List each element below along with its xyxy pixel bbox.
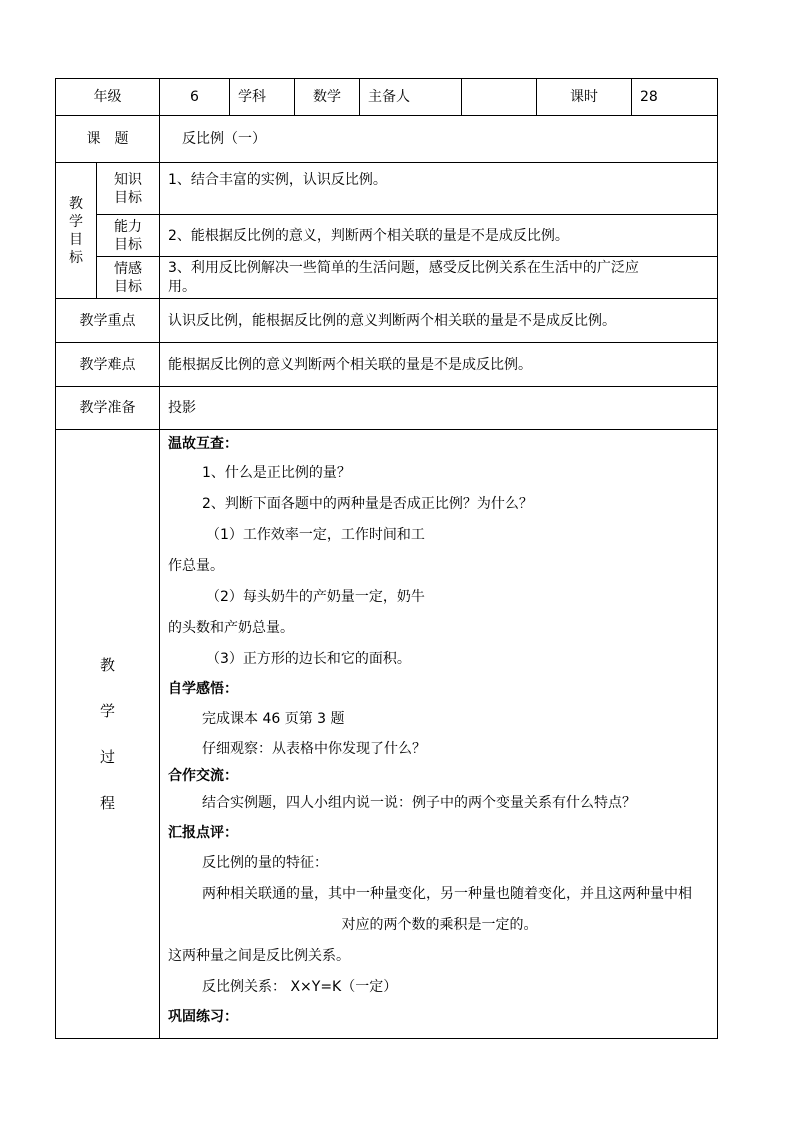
- goal-row-ability: [56, 215, 718, 257]
- process-line: 结合实例题，四人小组内说一说：例子中的两个变量关系有什么特点？: [202, 795, 636, 811]
- preparation-label: 教学准备: [56, 387, 160, 430]
- process-label-char: 教: [99, 656, 115, 674]
- lesson-value: 28: [632, 79, 718, 116]
- process-label-char: 过: [99, 748, 115, 766]
- difficulty-text: 能根据反比例的意义判断两个相关联的量是不是成反比例。: [160, 343, 718, 387]
- key-point-label: 教学重点: [56, 299, 160, 343]
- subject-value: 数学: [295, 79, 360, 116]
- process-line: 这两种量之间是反比例关系。: [168, 948, 350, 964]
- goal-text-line: 用。: [168, 278, 196, 295]
- process-line: 反比例关系： X×Y=K（一定）: [202, 979, 398, 995]
- process-line: 1、什么是正比例的量？: [202, 465, 351, 481]
- goal-text-emotion: [160, 257, 718, 299]
- difficulty-row: [56, 343, 718, 387]
- section-heading-self-study: 自学感悟：: [168, 681, 238, 697]
- process-line: 完成课本 46 页第 3 题: [202, 711, 345, 727]
- process-line: 对应的两个数的乘积是一定的。: [341, 917, 538, 933]
- section-heading-cooperate: 合作交流：: [168, 768, 238, 784]
- grade-label: 年级: [56, 79, 160, 116]
- preparation-row: [56, 387, 718, 430]
- goal-text-line: 3、利用反比例解决一些简单的生活问题，感受反比例关系在生活中的广泛应: [168, 259, 639, 276]
- section-heading-review: 温故互查：: [168, 436, 238, 452]
- goal-label-line: 目标: [114, 278, 142, 295]
- goals-label-char: 学: [69, 213, 83, 230]
- preparer-value: [462, 79, 537, 116]
- goal-label-line: 知识: [114, 171, 142, 188]
- process-line: 反比例的量的特征：: [202, 855, 328, 871]
- grade-value: 6: [160, 79, 230, 116]
- process-line: （3）正方形的边长和它的面积。: [206, 651, 411, 667]
- process-row: [56, 430, 718, 1039]
- topic-value: 反比例（一）: [160, 116, 718, 163]
- goals-label: [56, 163, 97, 299]
- goal-row-knowledge: [56, 163, 718, 215]
- process-label: [56, 430, 160, 1039]
- goal-label-knowledge: [97, 163, 160, 215]
- section-heading-practice: 巩固练习：: [168, 1009, 238, 1025]
- process-label-char: 程: [99, 794, 115, 812]
- process-line: 仔细观察：从表格中你发现了什么？: [202, 741, 426, 757]
- process-line: 作总量。: [168, 558, 224, 574]
- goal-label-line: 情感: [114, 260, 142, 277]
- goals-label-char: 教: [69, 195, 83, 212]
- subject-label: 学科: [230, 79, 295, 116]
- process-line: （2）每头奶牛的产奶量一定，奶牛: [206, 589, 425, 605]
- process-line: （1）工作效率一定，工作时间和工: [206, 527, 425, 543]
- goals-label-char: 标: [69, 249, 83, 266]
- goal-text-knowledge: 1、结合丰富的实例，认识反比例。: [160, 163, 718, 215]
- lesson-plan-table: [55, 78, 718, 1039]
- goals-label-char: 目: [69, 231, 83, 248]
- key-point-row: [56, 299, 718, 343]
- topic-label: 课 题: [56, 116, 160, 163]
- process-line: 2、判断下面各题中的两种量是否成正比例？为什么？: [202, 496, 533, 512]
- process-line: 的头数和产奶总量。: [168, 620, 294, 636]
- preparer-label: 主备人: [360, 79, 462, 116]
- goal-text-ability: 2、能根据反比例的意义，判断两个相关联的量是不是成反比例。: [160, 215, 718, 257]
- goal-label-line: 目标: [114, 236, 142, 253]
- process-label-char: 学: [99, 702, 115, 720]
- process-content: [160, 430, 718, 1039]
- section-heading-report: 汇报点评：: [168, 825, 238, 841]
- header-row: [56, 79, 718, 116]
- goal-label-ability: [97, 215, 160, 257]
- goal-row-emotion: [56, 257, 718, 299]
- difficulty-label: 教学难点: [56, 343, 160, 387]
- goal-label-line: 能力: [114, 218, 142, 235]
- goal-label-line: 目标: [114, 189, 142, 206]
- process-line: 两种相关联通的量，其中一种量变化，另一种量也随着变化，并且这两种量中相: [202, 886, 692, 902]
- lesson-label: 课时: [537, 79, 632, 116]
- goal-label-emotion: [97, 257, 160, 299]
- key-point-text: 认识反比例，能根据反比例的意义判断两个相关联的量是不是成反比例。: [160, 299, 718, 343]
- topic-row: [56, 116, 718, 163]
- preparation-text: 投影: [160, 387, 718, 430]
